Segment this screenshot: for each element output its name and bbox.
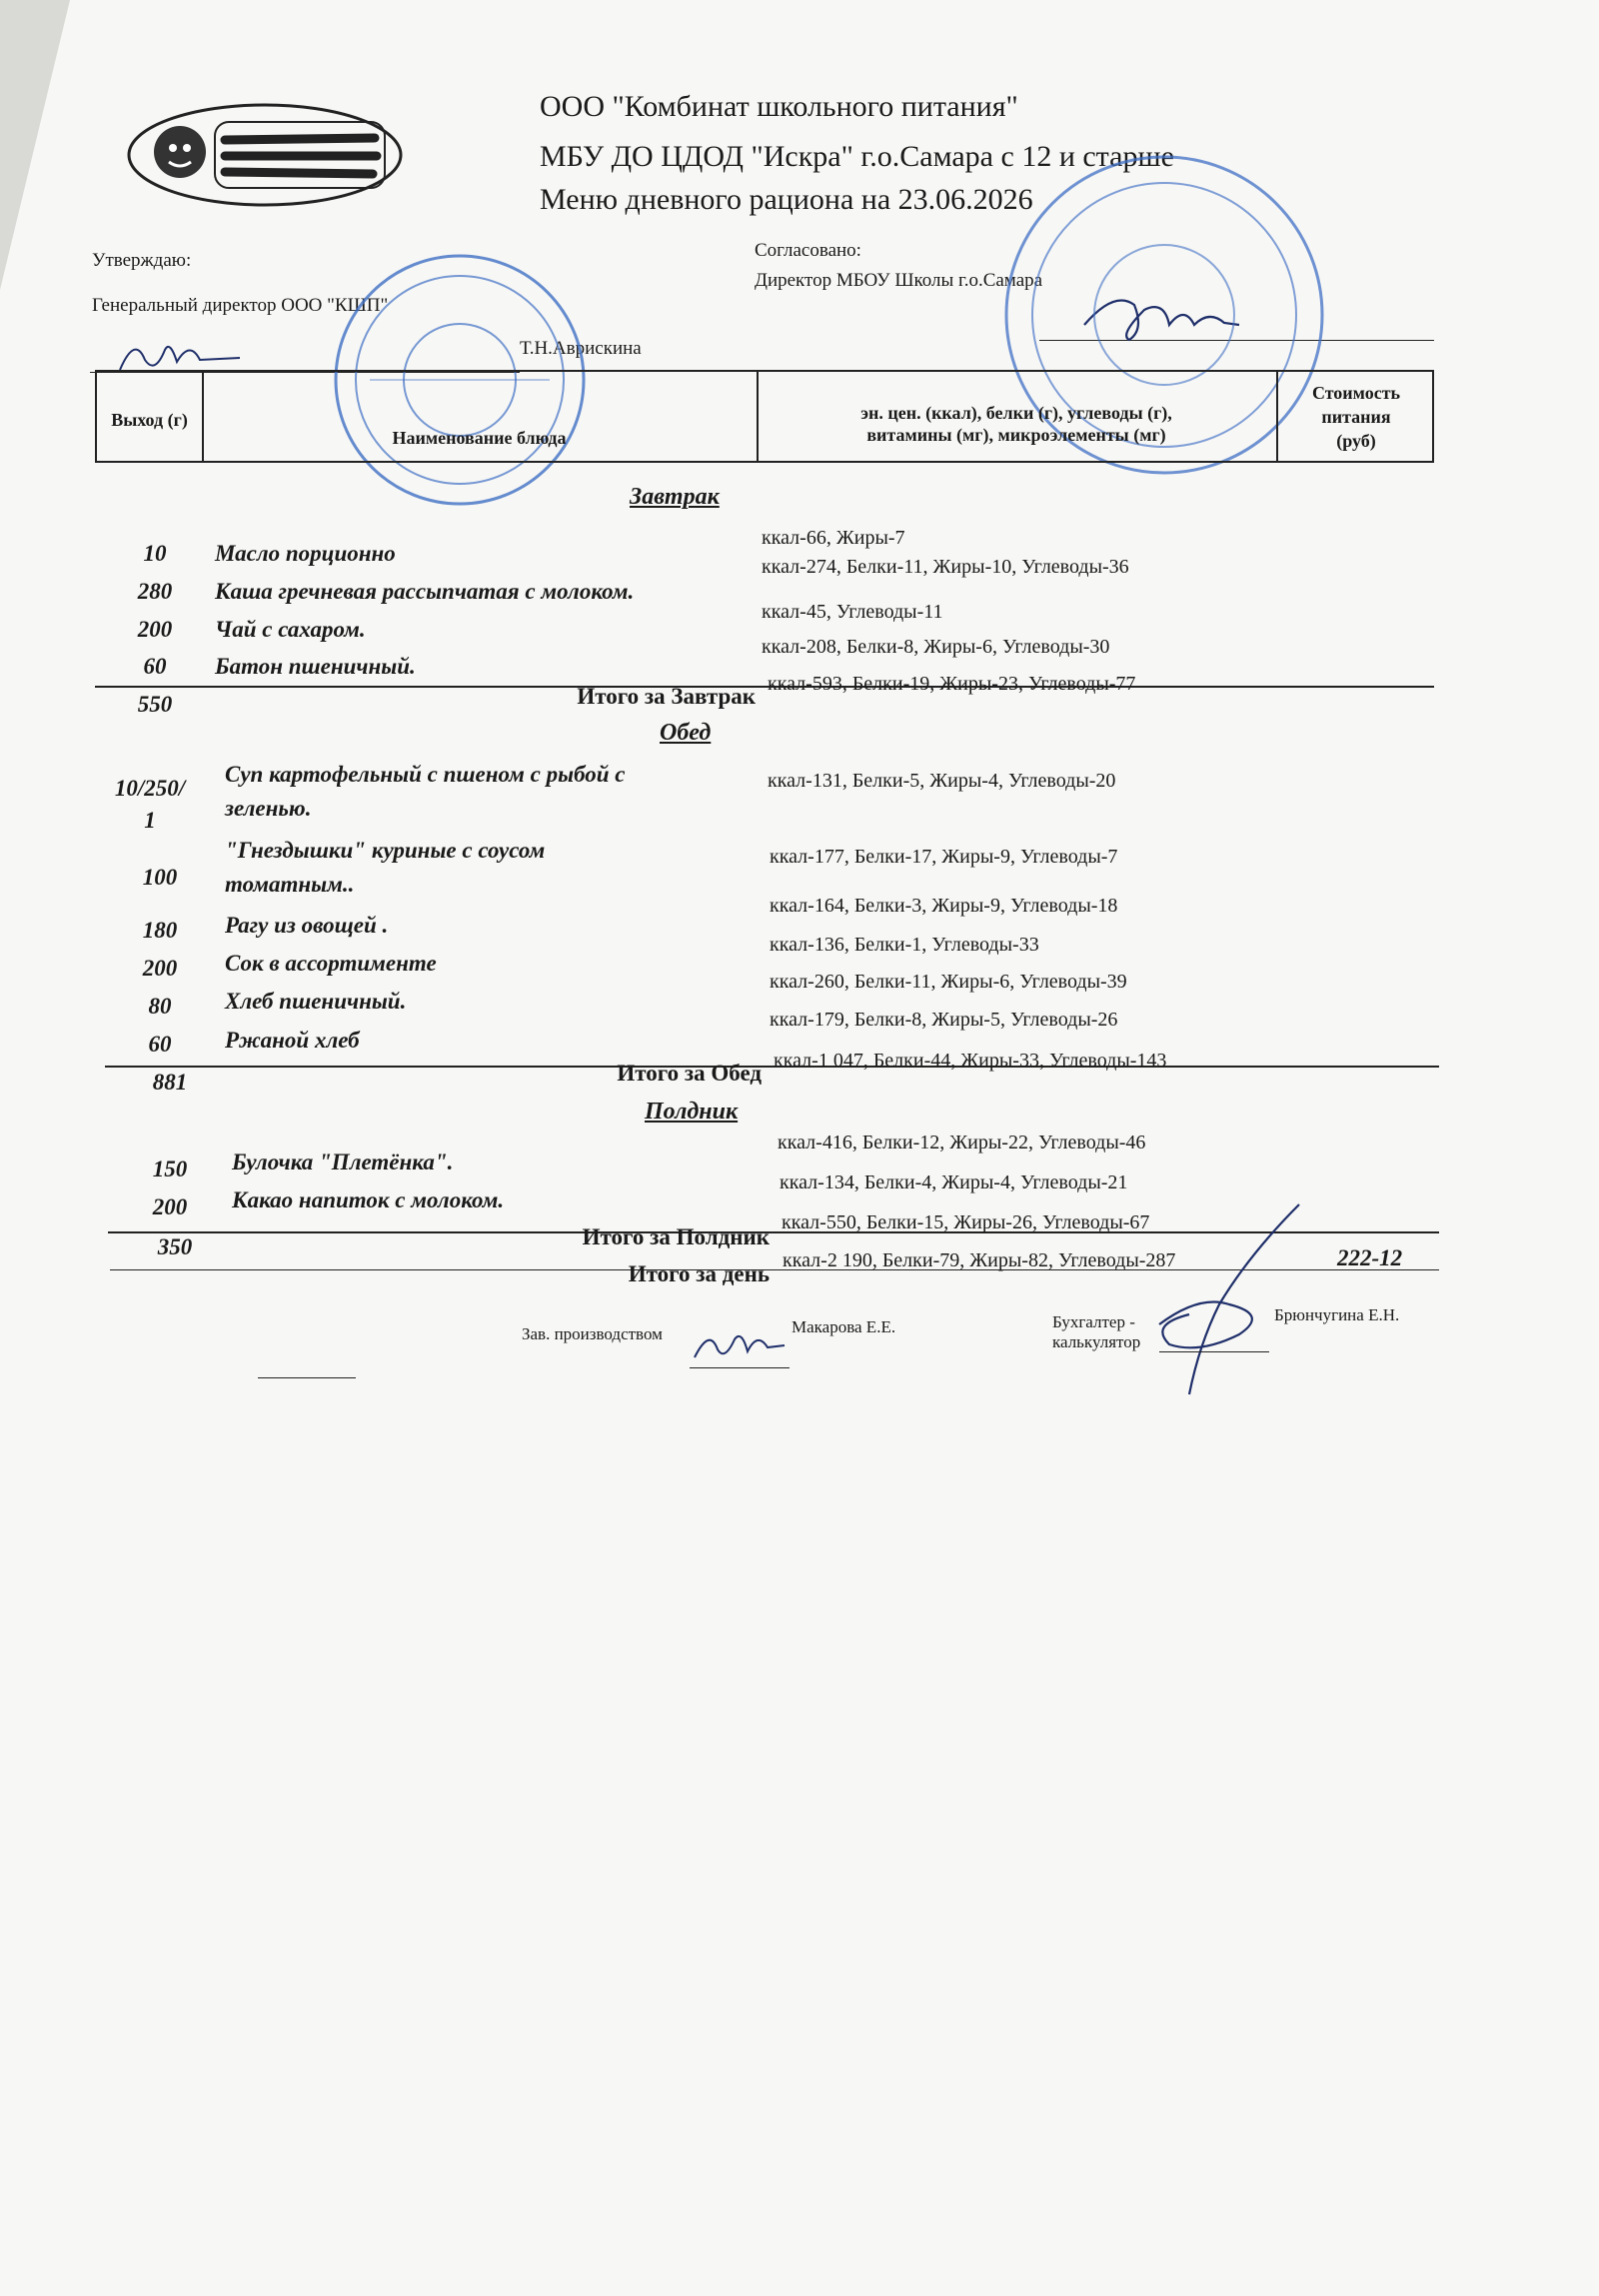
dish-nutrition: ккал-179, Белки-8, Жиры-5, Углеводы-26: [770, 1009, 1118, 1031]
yield-value: 200: [137, 617, 173, 642]
dish-name: "Гнездышки" куриные с соусом: [225, 838, 546, 863]
lunch-total-line: [105, 1066, 1439, 1068]
dish-nutrition: ккал-274, Белки-11, Жиры-10, Углеводы-36: [762, 556, 1129, 578]
accountant-label-2: калькулятор: [1052, 1332, 1141, 1351]
dish-nutrition: ккал-177, Белки-17, Жиры-9, Углеводы-7: [770, 846, 1118, 868]
dish-name: Батон пшеничный.: [215, 654, 416, 679]
dish-nutrition: ккал-45, Углеводы-11: [762, 601, 943, 623]
yield-value: 100: [142, 865, 178, 890]
total-label: Итого за Полдник: [582, 1224, 770, 1249]
company-title: ООО "Комбинат школьного питания": [540, 90, 1018, 123]
company-logo: [125, 100, 405, 210]
dish-nutrition: ккал-136, Белки-1, Углеводы-33: [770, 934, 1039, 956]
yield-value: 1: [144, 808, 156, 833]
col-cost-header-1: Стоимость: [1311, 383, 1401, 403]
total-yield: 881: [152, 1070, 188, 1095]
dish-name: Масло порционно: [215, 541, 396, 566]
yield-value: 10: [143, 541, 167, 566]
agreed-position: Директор МБОУ Школы г.о.Самара: [755, 270, 1043, 291]
yield-value: 60: [148, 1032, 172, 1057]
section-title-lunch: Обед: [660, 720, 712, 746]
production-name: Макарова Е.Е.: [792, 1317, 896, 1336]
total-yield: 550: [137, 692, 173, 717]
accountant-name: Брюнчугина Е.Н.: [1274, 1305, 1400, 1324]
yield-value: 10/250/: [114, 776, 186, 801]
dish-nutrition: ккал-131, Белки-5, Жиры-4, Углеводы-20: [768, 770, 1116, 792]
total-nutrition: ккал-593, Белки-19, Жиры-23, Углеводы-77: [768, 673, 1136, 695]
yield-value: 200: [152, 1194, 188, 1219]
total-nutrition: ккал-1 047, Белки-44, Жиры-33, Углеводы-143: [774, 1050, 1167, 1072]
dish-nutrition: ккал-416, Белки-12, Жиры-22, Углеводы-46: [778, 1132, 1146, 1153]
yield-value: 180: [142, 918, 178, 943]
agreed-label: Согласовано:: [755, 240, 861, 261]
accountant-line: [1159, 1351, 1269, 1352]
menu-title: Меню дневного рациона на 23.06.2026: [540, 183, 1033, 216]
col-cost-header-3: (руб): [1336, 431, 1376, 451]
yield-value: 280: [137, 579, 173, 604]
scan-corner-shade: [0, 0, 70, 290]
approve-name: Т.Н.Аврискина: [520, 338, 642, 359]
yield-value: 200: [142, 956, 178, 981]
yield-value: 60: [143, 654, 167, 679]
production-signature: [690, 1317, 790, 1367]
total-label: Итого за Завтрак: [577, 684, 756, 709]
col-yield-header: Выход (г): [111, 410, 188, 430]
dish-name: Ржаной хлеб: [225, 1028, 360, 1053]
accountant-signature: [1129, 1194, 1309, 1404]
day-total-cost: 222-12: [1337, 1245, 1403, 1270]
accountant-label-1: Бухгалтер -: [1052, 1312, 1135, 1331]
day-total-nutrition: ккал-2 190, Белки-79, Жиры-82, Углеводы-287: [783, 1249, 1176, 1271]
dish-name: Каша гречневая рассыпчатая с молоком.: [215, 579, 635, 604]
dish-name: Булочка "Плетёнка".: [232, 1149, 454, 1174]
dish-name: томатным..: [225, 872, 355, 897]
total-nutrition: ккал-550, Белки-15, Жиры-26, Углеводы-67: [782, 1211, 1150, 1233]
total-label: Итого за Обед: [617, 1061, 762, 1086]
col-cost-header-2: питания: [1321, 407, 1391, 427]
dish-name: Рагу из овощей .: [225, 913, 389, 938]
section-title-snack: Полдник: [645, 1099, 739, 1125]
dish-nutrition: ккал-66, Жиры-7: [762, 527, 905, 549]
dish-name: Суп картофельный с пшеном с рыбой с: [225, 762, 626, 787]
col-name-header: Наименование блюда: [392, 428, 567, 448]
section-title-breakfast: Завтрак: [630, 484, 720, 510]
dish-name: зеленью.: [225, 796, 312, 821]
stray-line: [258, 1377, 356, 1378]
dish-name: Какао напиток с молоком.: [232, 1187, 505, 1212]
dish-nutrition: ккал-260, Белки-11, Жиры-6, Углеводы-39: [770, 971, 1127, 993]
table-header: [95, 370, 1434, 463]
institution-title: МБУ ДО ЦДОД "Искра" г.о.Самара с 12 и старше: [540, 140, 1174, 173]
day-total-label: Итого за день: [628, 1261, 770, 1286]
dish-name: Сок в ассортименте: [225, 951, 437, 976]
dish-name: Хлеб пшеничный.: [225, 989, 407, 1014]
col-nutrition-header-1: эн. цен. (ккал), белки (г), углеводы (г),: [860, 403, 1172, 423]
dish-nutrition: ккал-208, Белки-8, Жиры-6, Углеводы-30: [762, 636, 1110, 658]
total-yield: 350: [157, 1234, 193, 1259]
dish-nutrition: ккал-164, Белки-3, Жиры-9, Углеводы-18: [770, 895, 1118, 917]
yield-value: 150: [152, 1156, 188, 1181]
approve-position: Генеральный директор ООО "КШП": [92, 295, 389, 316]
dish-nutrition: ккал-134, Белки-4, Жиры-4, Углеводы-21: [780, 1171, 1128, 1193]
dish-name: Чай с сахаром.: [215, 617, 366, 642]
breakfast-total-line: [95, 686, 1434, 688]
yield-value: 80: [148, 994, 172, 1019]
approve-label: Утверждаю:: [92, 250, 192, 271]
production-label: Зав. производством: [522, 1324, 663, 1343]
col-nutrition-header-2: витамины (мг), микроэлементы (мг): [866, 425, 1166, 445]
production-line: [690, 1367, 790, 1368]
